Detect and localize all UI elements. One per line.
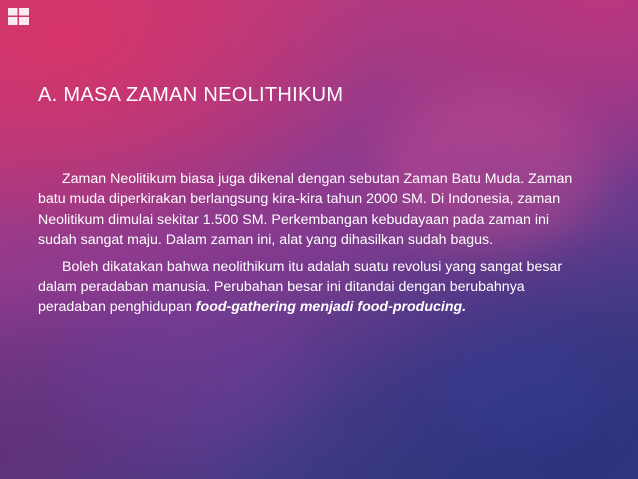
paragraph-2-emphasis: food-gathering menjadi food-producing. bbox=[195, 299, 467, 316]
paragraph-2 bbox=[38, 257, 578, 318]
paragraph-2-text: Boleh dikatakan bahwa neolithikum itu adalah suatu revolusi yang sangat besar dalam peradaban manusia. Perubahan besar ini ditandai dengan berubahnya peradaban penghidupan bbox=[38, 258, 563, 316]
background-glow bbox=[430, 330, 610, 450]
slide-title: A. MASA ZAMAN NEOLITHIKUM bbox=[38, 84, 344, 106]
windows-logo-icon bbox=[8, 8, 29, 25]
slide-body bbox=[38, 169, 578, 318]
background-glow bbox=[60, 300, 320, 450]
paragraph-1: Zaman Neolitikum biasa juga dikenal dengan sebutan Zaman Batu Muda. Zaman batu muda diperkirakan berlangsung kira-kira tahun 2000 SM. Di Indonesia, zaman Neolitikum dimulai sekitar 1.500 SM. Perkembangan kebudayaan pada zaman ini sudah sangat maju. Dalam zaman ini, alat yang dihasilkan sudah bagus. bbox=[38, 171, 573, 249]
